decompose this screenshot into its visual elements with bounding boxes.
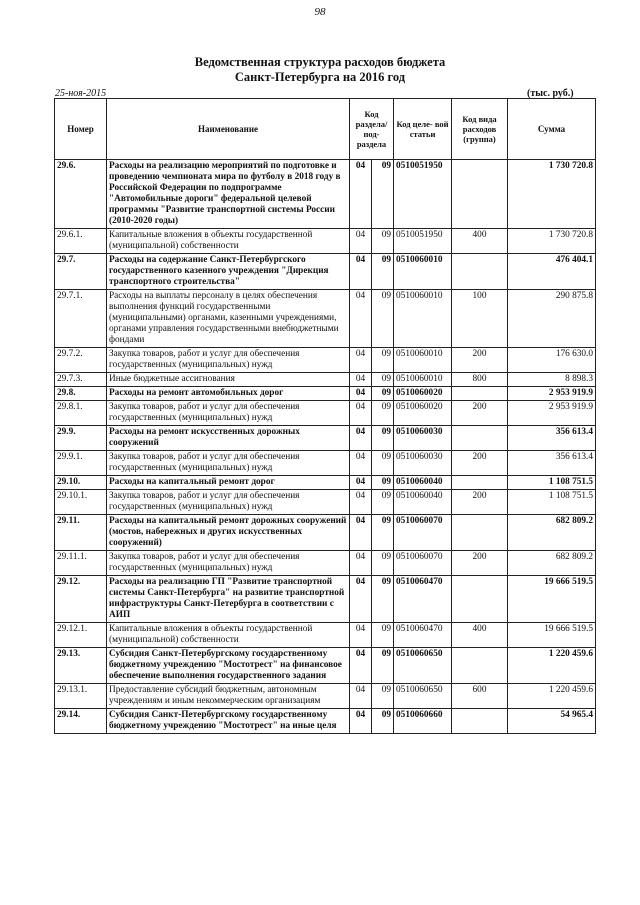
row-name-cell: Расходы на реализацию мероприятий по подготовке и проведению чемпионата мира по футболу в 2018 году в Российской Федерации по подпрограмме "Автомобильные дороги" федеральной целевой программы "Развитие транспортной системы России (2010-2020 годы)	[107, 160, 350, 229]
row-section-cell: 04	[350, 290, 372, 348]
row-section-cell: 04	[350, 229, 372, 254]
row-number-cell: 29.12.1.	[55, 623, 107, 648]
row-name-cell: Закупка товаров, работ и услуг для обеспечения государственных (муниципальных) нужд	[107, 348, 350, 373]
budget-table	[54, 98, 596, 734]
row-section-cell: 04	[350, 451, 372, 476]
document-date: 25-ноя-2015	[55, 88, 107, 99]
row-sum-cell: 1 730 720.8	[508, 229, 596, 254]
table-row	[55, 684, 596, 709]
row-name-cell: Расходы на ремонт автомобильных дорог	[107, 387, 350, 401]
row-name-cell: Субсидия Санкт-Петербургскому государственному бюджетному учреждению "Мостотрест" на финансовое обеспечение выполнения государственного задания	[107, 648, 350, 684]
row-sum-cell: 2 953 919.9	[508, 401, 596, 426]
header-sum: Сумма	[508, 99, 596, 160]
row-section-cell: 04	[350, 373, 372, 387]
row-subsection-cell: 09	[372, 648, 394, 684]
row-name-cell: Закупка товаров, работ и услуг для обеспечения государственных (муниципальных) нужд	[107, 551, 350, 576]
row-subsection-cell: 09	[372, 401, 394, 426]
row-target-code-cell: 0510060650	[394, 684, 452, 709]
row-number-cell: 29.9.	[55, 426, 107, 451]
row-number-cell: 29.6.	[55, 160, 107, 229]
row-name-cell: Расходы на капитальный ремонт дорог	[107, 476, 350, 490]
row-expense-type-cell	[452, 254, 508, 290]
table-row	[55, 623, 596, 648]
row-section-cell: 04	[350, 576, 372, 623]
row-name-cell: Расходы на реализацию ГП "Развитие транспортной системы Санкт-Петербурга" на развитие транспортной инфраструктуры Санкт-Петербурга в соответствии с АИП	[107, 576, 350, 623]
header-target-code: Код целе- вой статьи	[394, 99, 452, 160]
row-number-cell: 29.7.3.	[55, 373, 107, 387]
row-section-cell: 04	[350, 551, 372, 576]
row-subsection-cell: 09	[372, 348, 394, 373]
row-subsection-cell: 09	[372, 684, 394, 709]
row-sum-cell: 1 108 751.5	[508, 476, 596, 490]
row-expense-type-cell: 400	[452, 229, 508, 254]
row-sum-cell: 8 898.3	[508, 373, 596, 387]
row-subsection-cell: 09	[372, 576, 394, 623]
row-number-cell: 29.10.1.	[55, 490, 107, 515]
row-section-cell: 04	[350, 515, 372, 551]
row-target-code-cell: 0510060010	[394, 373, 452, 387]
row-target-code-cell: 0510060030	[394, 426, 452, 451]
table-row	[55, 160, 596, 229]
row-section-cell: 04	[350, 684, 372, 709]
row-expense-type-cell: 200	[452, 490, 508, 515]
row-expense-type-cell	[452, 387, 508, 401]
row-name-cell: Капитальные вложения в объекты государственной (муниципальной) собственности	[107, 229, 350, 254]
row-section-cell: 04	[350, 254, 372, 290]
row-target-code-cell: 0510060470	[394, 576, 452, 623]
row-section-cell: 04	[350, 348, 372, 373]
table-row	[55, 709, 596, 734]
table-row	[55, 476, 596, 490]
row-sum-cell: 476 404.1	[508, 254, 596, 290]
row-target-code-cell: 0510060020	[394, 387, 452, 401]
row-subsection-cell: 09	[372, 490, 394, 515]
row-name-cell: Расходы на выплаты персоналу в целях обеспечения выполнения функций государственными (муниципальными) органами, казенными учреждениями, органами управления государственными внебюджетными фондами	[107, 290, 350, 348]
row-sum-cell: 1 220 459.6	[508, 684, 596, 709]
table-row	[55, 426, 596, 451]
table-body	[55, 160, 596, 734]
row-expense-type-cell	[452, 476, 508, 490]
row-sum-cell: 19 666 519.5	[508, 576, 596, 623]
row-target-code-cell: 0510051950	[394, 229, 452, 254]
table-row	[55, 551, 596, 576]
row-number-cell: 29.7.2.	[55, 348, 107, 373]
row-name-cell: Субсидия Санкт-Петербургскому государственному бюджетному учреждению "Мостотрест" на иные целя	[107, 709, 350, 734]
row-sum-cell: 176 630.0	[508, 348, 596, 373]
row-expense-type-cell: 800	[452, 373, 508, 387]
row-expense-type-cell: 100	[452, 290, 508, 348]
row-name-cell: Капитальные вложения в объекты государственной (муниципальной) собственности	[107, 623, 350, 648]
row-subsection-cell: 09	[372, 229, 394, 254]
table-row	[55, 229, 596, 254]
row-number-cell: 29.7.1.	[55, 290, 107, 348]
row-name-cell: Закупка товаров, работ и услуг для обеспечения государственных (муниципальных) нужд	[107, 451, 350, 476]
row-sum-cell: 682 809.2	[508, 551, 596, 576]
row-subsection-cell: 09	[372, 254, 394, 290]
row-target-code-cell: 0510060070	[394, 551, 452, 576]
page-number: 98	[314, 6, 326, 18]
row-target-code-cell: 0510051950	[394, 160, 452, 229]
table-row	[55, 254, 596, 290]
table-row	[55, 290, 596, 348]
row-name-cell: Расходы на содержание Санкт-Петербургского государственного казенного учреждения "Дирекция транспортного строительства"	[107, 254, 350, 290]
row-name-cell: Закупка товаров, работ и услуг для обеспечения государственных (муниципальных) нужд	[107, 401, 350, 426]
row-expense-type-cell	[452, 709, 508, 734]
row-target-code-cell: 0510060650	[394, 648, 452, 684]
row-target-code-cell: 0510060040	[394, 490, 452, 515]
row-subsection-cell: 09	[372, 290, 394, 348]
table-row	[55, 401, 596, 426]
row-expense-type-cell: 200	[452, 451, 508, 476]
header-number: Номер	[55, 99, 107, 160]
row-subsection-cell: 09	[372, 709, 394, 734]
row-section-cell: 04	[350, 490, 372, 515]
row-number-cell: 29.8.	[55, 387, 107, 401]
row-target-code-cell: 0510060470	[394, 623, 452, 648]
row-subsection-cell: 09	[372, 476, 394, 490]
row-name-cell: Иные бюджетные ассигнования	[107, 373, 350, 387]
row-name-cell: Предоставление субсидий бюджетным, автономным учреждениям и иным некоммерческим организациям	[107, 684, 350, 709]
row-sum-cell: 290 875.8	[508, 290, 596, 348]
row-subsection-cell: 09	[372, 426, 394, 451]
row-section-cell: 04	[350, 426, 372, 451]
row-expense-type-cell	[452, 515, 508, 551]
row-expense-type-cell: 400	[452, 623, 508, 648]
table-row	[55, 515, 596, 551]
row-sum-cell: 356 613.4	[508, 426, 596, 451]
row-subsection-cell: 09	[372, 451, 394, 476]
row-number-cell: 29.8.1.	[55, 401, 107, 426]
row-section-cell: 04	[350, 623, 372, 648]
row-subsection-cell: 09	[372, 551, 394, 576]
row-target-code-cell: 0510060070	[394, 515, 452, 551]
row-expense-type-cell	[452, 426, 508, 451]
row-expense-type-cell: 200	[452, 401, 508, 426]
row-expense-type-cell	[452, 160, 508, 229]
row-target-code-cell: 0510060010	[394, 290, 452, 348]
row-name-cell: Закупка товаров, работ и услуг для обеспечения государственных (муниципальных) нужд	[107, 490, 350, 515]
row-target-code-cell: 0510060030	[394, 451, 452, 476]
row-sum-cell: 682 809.2	[508, 515, 596, 551]
row-number-cell: 29.12.	[55, 576, 107, 623]
header-section-code: Код раздела/ под- раздела	[350, 99, 394, 160]
row-expense-type-cell	[452, 648, 508, 684]
header-expense-type: Код вида расходов (группа)	[452, 99, 508, 160]
table-row	[55, 373, 596, 387]
row-number-cell: 29.11.	[55, 515, 107, 551]
title-line-2: Санкт-Петербурга на 2016 год	[234, 70, 406, 84]
row-section-cell: 04	[350, 387, 372, 401]
row-number-cell: 29.9.1.	[55, 451, 107, 476]
row-subsection-cell: 09	[372, 373, 394, 387]
row-expense-type-cell: 200	[452, 348, 508, 373]
row-sum-cell: 356 613.4	[508, 451, 596, 476]
row-subsection-cell: 09	[372, 160, 394, 229]
table-row	[55, 451, 596, 476]
row-subsection-cell: 09	[372, 387, 394, 401]
row-number-cell: 29.13.1.	[55, 684, 107, 709]
row-number-cell: 29.6.1.	[55, 229, 107, 254]
row-number-cell: 29.13.	[55, 648, 107, 684]
row-sum-cell: 54 965.4	[508, 709, 596, 734]
row-expense-type-cell: 600	[452, 684, 508, 709]
row-target-code-cell: 0510060040	[394, 476, 452, 490]
row-number-cell: 29.10.	[55, 476, 107, 490]
row-target-code-cell: 0510060020	[394, 401, 452, 426]
row-name-cell: Расходы на ремонт искусственных дорожных сооружений	[107, 426, 350, 451]
row-section-cell: 04	[350, 709, 372, 734]
row-sum-cell: 2 953 919.9	[508, 387, 596, 401]
row-section-cell: 04	[350, 160, 372, 229]
row-subsection-cell: 09	[372, 623, 394, 648]
row-target-code-cell: 0510060010	[394, 348, 452, 373]
table-row	[55, 648, 596, 684]
table-row	[55, 490, 596, 515]
row-expense-type-cell: 200	[452, 551, 508, 576]
row-sum-cell: 1 220 459.6	[508, 648, 596, 684]
row-sum-cell: 19 666 519.5	[508, 623, 596, 648]
row-number-cell: 29.7.	[55, 254, 107, 290]
table-row	[55, 387, 596, 401]
row-section-cell: 04	[350, 401, 372, 426]
table-header-row	[55, 99, 596, 160]
row-expense-type-cell	[452, 576, 508, 623]
table-row	[55, 576, 596, 623]
row-sum-cell: 1 108 751.5	[508, 490, 596, 515]
table-row	[55, 348, 596, 373]
row-number-cell: 29.14.	[55, 709, 107, 734]
row-section-cell: 04	[350, 476, 372, 490]
header-name: Наименование	[107, 99, 350, 160]
row-subsection-cell: 09	[372, 515, 394, 551]
document-title	[0, 55, 640, 85]
row-name-cell: Расходы на капитальный ремонт дорожных сооружений (мостов, набережных и других искусственных сооружений)	[107, 515, 350, 551]
title-line-1: Ведомственная структура расходов бюджета	[194, 55, 446, 69]
row-target-code-cell: 0510060660	[394, 709, 452, 734]
row-target-code-cell: 0510060010	[394, 254, 452, 290]
row-section-cell: 04	[350, 648, 372, 684]
row-sum-cell: 1 730 720.8	[508, 160, 596, 229]
units-label: (тыс. руб.)	[527, 88, 574, 99]
row-number-cell: 29.11.1.	[55, 551, 107, 576]
